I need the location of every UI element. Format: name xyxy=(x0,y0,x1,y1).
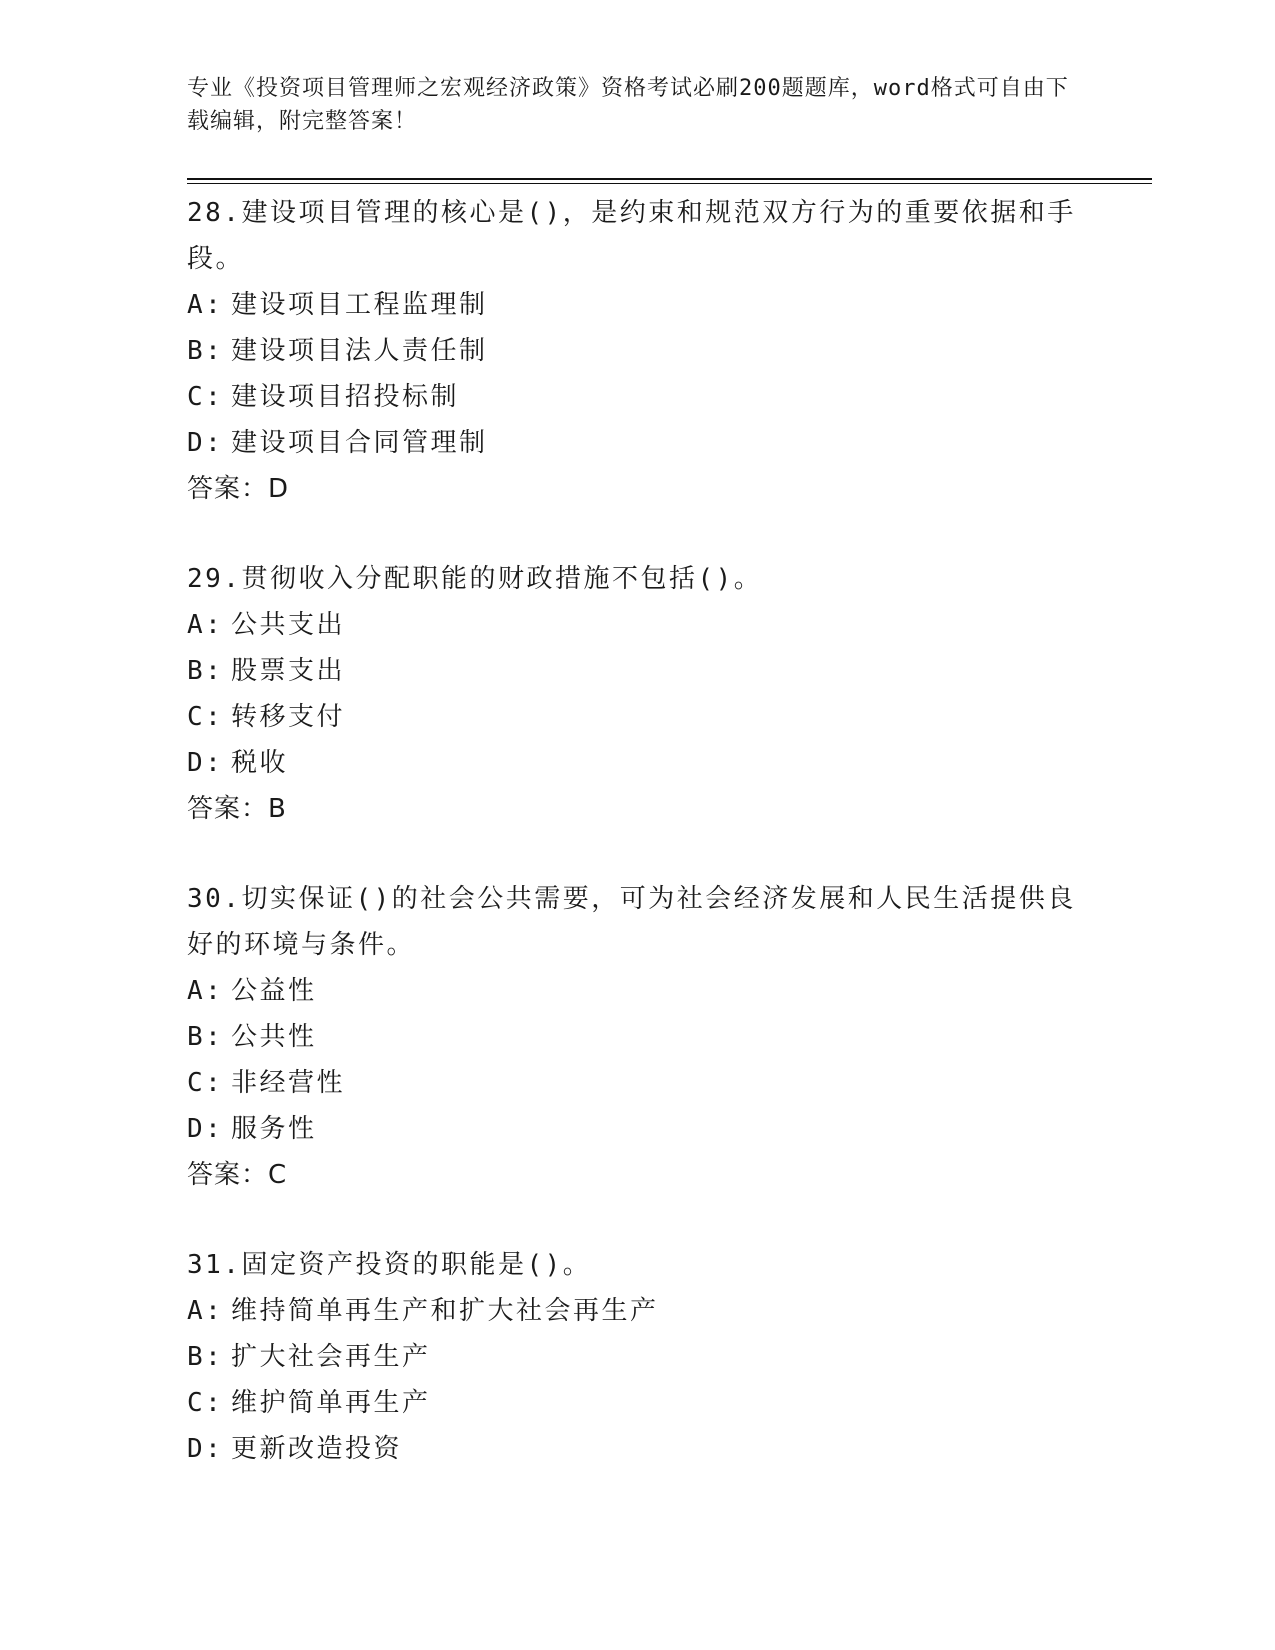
option-key: B: xyxy=(187,1022,224,1052)
question-30 xyxy=(187,876,1087,1198)
option-c xyxy=(187,1380,1087,1426)
option-text: 非经营性 xyxy=(231,1068,346,1098)
question-stem: 30.切实保证()的社会公共需要，可为社会经济发展和人民生活提供良好的环境与条件。 xyxy=(187,884,1076,960)
option-key: C: xyxy=(187,382,224,412)
option-text: 维持简单再生产和扩大社会再生产 xyxy=(231,1296,659,1326)
option-text: 建设项目法人责任制 xyxy=(231,336,488,366)
option-key: D: xyxy=(187,748,224,778)
option-text: 建设项目招投标制 xyxy=(231,382,460,412)
option-d xyxy=(187,740,1087,786)
option-a xyxy=(187,602,1087,648)
option-d xyxy=(187,1106,1087,1152)
option-key: B: xyxy=(187,1342,224,1372)
option-d xyxy=(187,420,1087,466)
header-divider xyxy=(187,178,1152,184)
option-key: D: xyxy=(187,428,224,458)
question-28 xyxy=(187,190,1087,512)
question-29 xyxy=(187,556,1087,832)
option-text: 税收 xyxy=(231,748,289,778)
option-text: 服务性 xyxy=(231,1114,317,1144)
option-text: 扩大社会再生产 xyxy=(231,1342,431,1372)
question-list xyxy=(187,190,1087,1516)
answer-line: 答案：D xyxy=(187,474,290,504)
answer-line: 答案：C xyxy=(187,1160,288,1190)
option-key: C: xyxy=(187,1388,224,1418)
option-b xyxy=(187,1334,1087,1380)
answer-line: 答案：B xyxy=(187,794,287,824)
question-stem: 28.建设项目管理的核心是()，是约束和规范双方行为的重要依据和手段。 xyxy=(187,198,1076,274)
option-b xyxy=(187,328,1087,374)
option-text: 股票支出 xyxy=(231,656,346,686)
option-text: 建设项目工程监理制 xyxy=(231,290,488,320)
option-a xyxy=(187,282,1087,328)
option-key: C: xyxy=(187,1068,224,1098)
question-stem: 31.固定资产投资的职能是()。 xyxy=(187,1250,592,1280)
option-key: A: xyxy=(187,610,224,640)
option-a xyxy=(187,968,1087,1014)
option-c xyxy=(187,374,1087,420)
option-text: 公共性 xyxy=(231,1022,317,1052)
option-text: 公益性 xyxy=(231,976,317,1006)
question-31 xyxy=(187,1242,1087,1472)
option-key: B: xyxy=(187,656,224,686)
option-c xyxy=(187,694,1087,740)
option-key: A: xyxy=(187,1296,224,1326)
document-header: 专业《投资项目管理师之宏观经济政策》资格考试必刷200题题库，word格式可自由下载编辑，附完整答案！ xyxy=(187,76,1069,134)
option-b xyxy=(187,648,1087,694)
option-text: 维护简单再生产 xyxy=(231,1388,431,1418)
option-text: 建设项目合同管理制 xyxy=(231,428,488,458)
option-key: A: xyxy=(187,976,224,1006)
option-d xyxy=(187,1426,1087,1472)
option-text: 转移支付 xyxy=(231,702,346,732)
option-b xyxy=(187,1014,1087,1060)
option-text: 公共支出 xyxy=(231,610,346,640)
option-key: D: xyxy=(187,1434,224,1464)
question-stem: 29.贯彻收入分配职能的财政措施不包括()。 xyxy=(187,564,763,594)
option-key: A: xyxy=(187,290,224,320)
option-key: C: xyxy=(187,702,224,732)
option-c xyxy=(187,1060,1087,1106)
option-key: D: xyxy=(187,1114,224,1144)
option-a xyxy=(187,1288,1087,1334)
option-text: 更新改造投资 xyxy=(231,1434,403,1464)
option-key: B: xyxy=(187,336,224,366)
